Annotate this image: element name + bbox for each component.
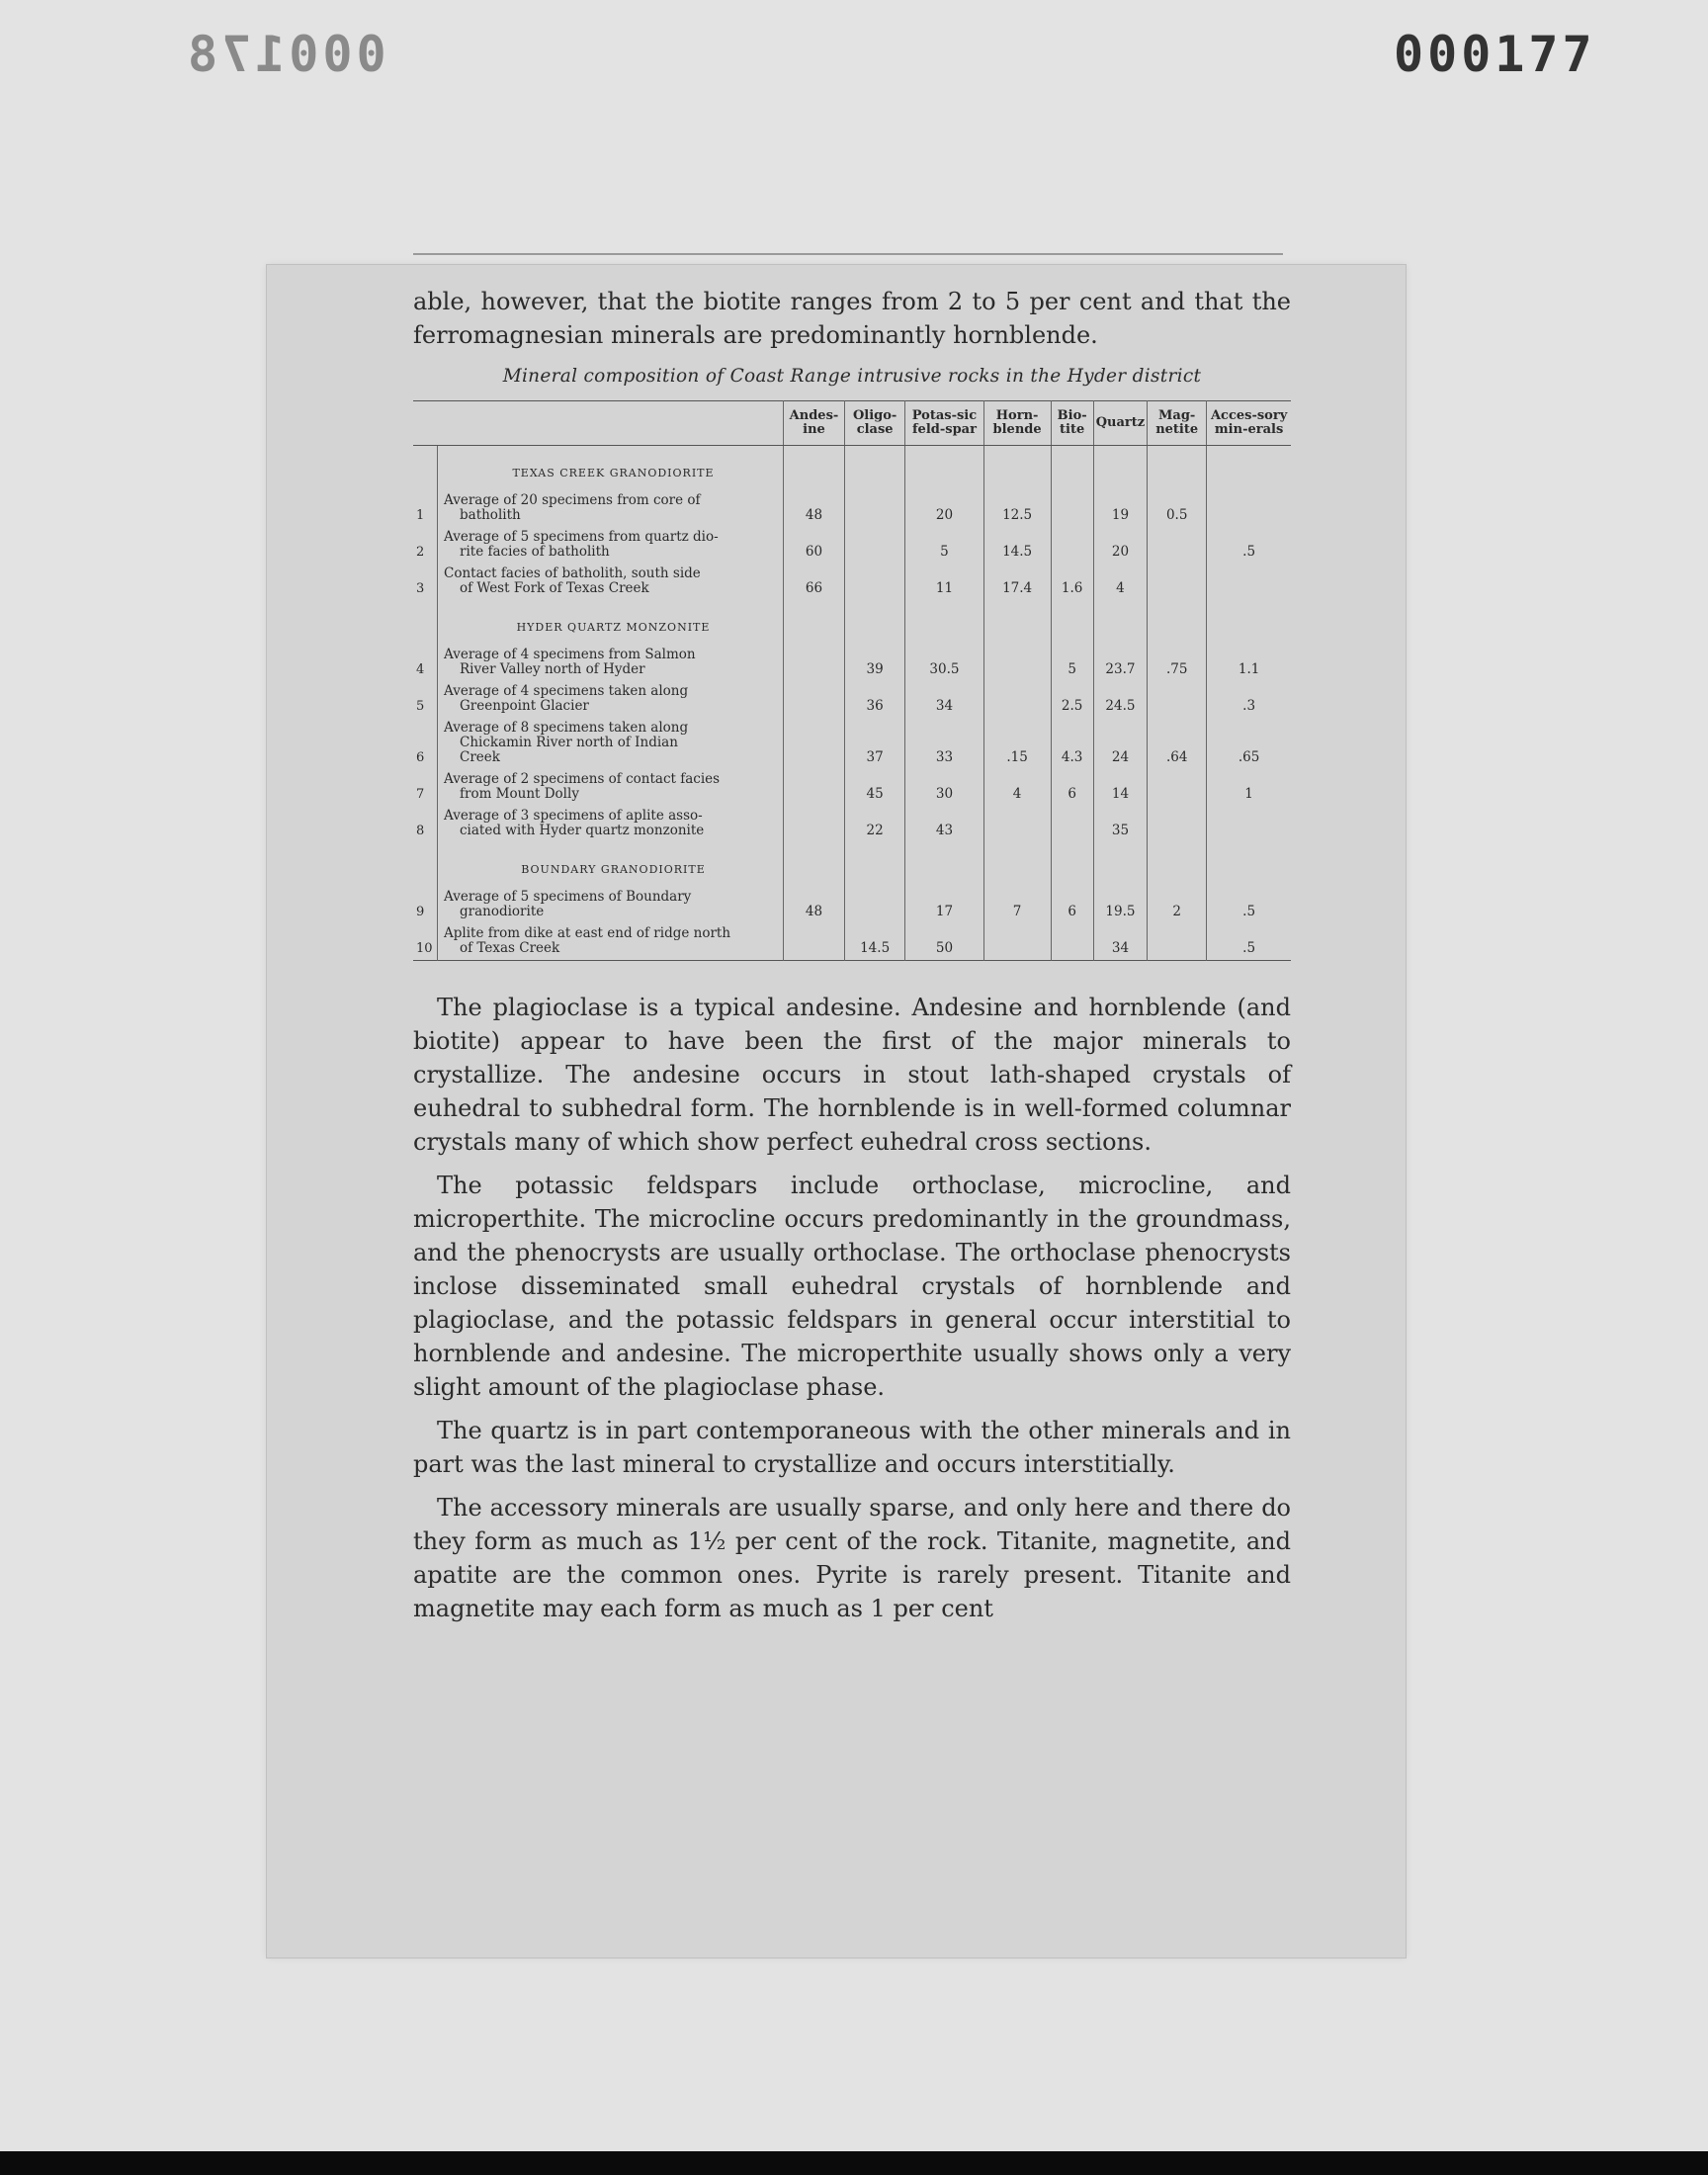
row-value-cell: 14.5 — [844, 923, 904, 961]
paragraph-plagioclase: The plagioclase is a typical andesine. Andesine and hornblende (and biotite) appear to have been the first of the major minerals to crystallize. The andesine occurs in stout lath-shaped crystals of euhedral to subhedral form. The hornblende is in well-formed columnar crystals many of which show perfect euhedral cross sections. — [413, 994, 1291, 1156]
row-number: 4 — [416, 662, 425, 677]
row-value-cell — [1051, 923, 1093, 961]
row-value-cell — [844, 527, 904, 564]
row-value-cell: 20 — [1093, 527, 1147, 564]
group-blank-cell — [1093, 842, 1147, 887]
row-value-cell: 43 — [905, 806, 983, 842]
header-accessory-minerals: Acces-sory min-erals — [1207, 401, 1291, 446]
page-content — [413, 285, 1291, 1629]
row-description-line: Average of 2 specimens of contact facies — [444, 771, 721, 787]
row-value-cell: 11 — [905, 564, 983, 600]
header-desc-blank — [438, 401, 784, 446]
row-value-cell: 14 — [1093, 769, 1147, 806]
mirrored-page-number-stamp: 000178 — [184, 26, 386, 83]
row-value-cell: 19.5 — [1093, 887, 1147, 923]
header-num-blank — [413, 401, 438, 446]
row-value-cell: 30.5 — [905, 645, 983, 681]
row-number: 8 — [416, 824, 425, 838]
row-description — [438, 490, 784, 527]
row-value-cell: 5 — [1051, 645, 1093, 681]
row-description-line: Average of 3 specimens of aplite asso- — [444, 808, 703, 824]
row-value-cell: 30 — [905, 769, 983, 806]
row-value-cell: 6 — [1051, 887, 1093, 923]
row-value-cell: .3 — [1207, 681, 1291, 718]
row-value-cell — [983, 923, 1051, 961]
row-value-cell — [1148, 923, 1207, 961]
group-header-row — [413, 842, 1291, 887]
row-description — [438, 806, 784, 842]
group-blank-cell — [983, 600, 1051, 645]
group-blank-cell — [983, 446, 1051, 491]
group-blank-cell — [784, 600, 845, 645]
row-description — [438, 681, 784, 718]
row-value-cell: 5 — [905, 527, 983, 564]
table-row — [413, 645, 1291, 681]
intro-paragraph: able, however, that the biotite ranges from 2 to 5 per cent and that the ferromagnesian minerals are predominantly hornblende. — [413, 288, 1291, 349]
header-oligoclase: Oligo-clase — [844, 401, 904, 446]
row-value-cell: 23.7 — [1093, 645, 1147, 681]
row-value-cell: 39 — [844, 645, 904, 681]
row-value-cell: 1 — [1207, 769, 1291, 806]
group-blank-cell — [844, 842, 904, 887]
table-row — [413, 490, 1291, 527]
table-row — [413, 923, 1291, 961]
row-value-cell: .5 — [1207, 923, 1291, 961]
group-blank-cell — [1051, 446, 1093, 491]
row-value-cell — [784, 923, 845, 961]
row-value-cell: 48 — [784, 490, 845, 527]
group-label: TEXAS CREEK GRANODIORITE — [512, 467, 715, 479]
row-description — [438, 923, 784, 961]
row-number: 3 — [416, 581, 425, 596]
header-biotite: Bio-tite — [1051, 401, 1093, 446]
row-value-cell: .15 — [983, 718, 1051, 769]
header-hornblende: Horn-blende — [983, 401, 1051, 446]
row-value-cell — [1207, 490, 1291, 527]
row-description-line: Chickamin River north of Indian — [460, 735, 678, 750]
group-blank-cell — [784, 446, 845, 491]
row-value-cell: 34 — [1093, 923, 1147, 961]
row-value-cell — [1051, 806, 1093, 842]
row-value-cell — [1051, 490, 1093, 527]
row-value-cell — [784, 718, 845, 769]
table-row — [413, 718, 1291, 769]
row-value-cell: 6 — [1051, 769, 1093, 806]
group-blank-cell — [1207, 842, 1291, 887]
row-value-cell: 66 — [784, 564, 845, 600]
row-value-cell: 1.6 — [1051, 564, 1093, 600]
row-number: 10 — [416, 941, 433, 956]
group-label: HYDER QUARTZ MONZONITE — [516, 621, 711, 634]
row-value-cell — [844, 490, 904, 527]
row-value-cell — [784, 806, 845, 842]
row-value-cell: 24.5 — [1093, 681, 1147, 718]
row-value-cell: 17 — [905, 887, 983, 923]
row-value-cell — [983, 645, 1051, 681]
row-description-line: Aplite from dike at east end of ridge north — [444, 925, 731, 941]
row-value-cell: .65 — [1207, 718, 1291, 769]
row-value-cell — [844, 564, 904, 600]
row-description-line: Average of 4 specimens from Salmon — [444, 647, 696, 662]
row-value-cell: 33 — [905, 718, 983, 769]
table-row — [413, 769, 1291, 806]
group-blank-cell — [1148, 842, 1207, 887]
group-label: BOUNDARY GRANODIORITE — [521, 863, 706, 876]
row-description-line: Greenpoint Glacier — [460, 698, 589, 714]
row-value-cell: .5 — [1207, 527, 1291, 564]
row-value-cell — [983, 806, 1051, 842]
row-value-cell: 22 — [844, 806, 904, 842]
row-value-cell: 45 — [844, 769, 904, 806]
row-value-cell: 36 — [844, 681, 904, 718]
group-blank-cell — [1148, 446, 1207, 491]
row-value-cell: 4 — [983, 769, 1051, 806]
row-description-line: of Texas Creek — [460, 940, 560, 956]
row-number: 6 — [416, 750, 425, 765]
row-value-cell: 37 — [844, 718, 904, 769]
row-value-cell — [1207, 806, 1291, 842]
row-value-cell — [1148, 681, 1207, 718]
group-blank-cell — [844, 600, 904, 645]
row-value-cell — [1148, 806, 1207, 842]
row-number: 5 — [416, 699, 425, 714]
row-description — [438, 527, 784, 564]
group-blank-cell — [905, 446, 983, 491]
row-description — [438, 645, 784, 681]
mineral-composition-table — [413, 400, 1291, 961]
row-description — [438, 564, 784, 600]
table-body — [413, 446, 1291, 961]
group-blank-cell — [1148, 600, 1207, 645]
table-header-row — [413, 401, 1291, 446]
group-header-row — [413, 446, 1291, 491]
row-description-line: batholith — [460, 507, 521, 523]
row-value-cell — [983, 681, 1051, 718]
row-value-cell: 2 — [1148, 887, 1207, 923]
group-blank-cell — [905, 600, 983, 645]
row-description-line: Average of 4 specimens taken along — [444, 683, 689, 699]
header-andesine: Andes-ine — [784, 401, 845, 446]
row-value-cell: 20 — [905, 490, 983, 527]
row-description-line: rite facies of batholith — [460, 544, 610, 560]
row-value-cell — [784, 681, 845, 718]
row-value-cell: 17.4 — [983, 564, 1051, 600]
scanner-bottom-edge — [0, 2151, 1708, 2175]
group-num-blank — [413, 600, 438, 645]
row-description-line: Average of 20 specimens from core of — [444, 492, 701, 508]
row-value-cell: 60 — [784, 527, 845, 564]
page-number-stamp: 000177 — [1394, 26, 1596, 83]
row-value-cell: 7 — [983, 887, 1051, 923]
row-description — [438, 718, 784, 769]
row-number: 9 — [416, 905, 425, 919]
row-value-cell: 48 — [784, 887, 845, 923]
row-value-cell — [1148, 769, 1207, 806]
group-blank-cell — [1051, 842, 1093, 887]
row-description-line: from Mount Dolly — [460, 786, 579, 802]
row-value-cell — [784, 645, 845, 681]
row-description-line: Contact facies of batholith, south side — [444, 566, 701, 581]
header-potassic-feldspar: Potas-sic feld-spar — [905, 401, 983, 446]
row-value-cell: 0.5 — [1148, 490, 1207, 527]
row-description-line: Average of 5 specimens of Boundary — [444, 889, 692, 905]
group-blank-cell — [1093, 600, 1147, 645]
header-quartz: Quartz — [1093, 401, 1147, 446]
group-blank-cell — [1207, 600, 1291, 645]
row-value-cell — [844, 887, 904, 923]
row-value-cell: 19 — [1093, 490, 1147, 527]
row-description-line: of West Fork of Texas Creek — [460, 580, 649, 596]
row-description-line: Creek — [460, 749, 500, 765]
group-blank-cell — [1207, 446, 1291, 491]
paragraph-potassic-feldspars: The potassic feldspars include orthoclase, microcline, and microperthite. The microcline occurs predominantly in the groundmass, and the phenocrysts are usually orthoclase. The orthoclase phenocrysts inclose disseminated small euhedral crystals of hornblende and plagioclase, and the potassic feldspars in general occur interstitial to hornblende and andesine. The microperthite usually shows only a very slight amount of the plagioclase phase. — [413, 1172, 1291, 1401]
table-row — [413, 887, 1291, 923]
row-value-cell: 4 — [1093, 564, 1147, 600]
body-text — [413, 991, 1291, 1625]
table-row — [413, 564, 1291, 600]
row-value-cell: 50 — [905, 923, 983, 961]
row-description-line: ciated with Hyder quartz monzonite — [460, 823, 705, 838]
row-description-line: granodiorite — [460, 904, 545, 919]
group-blank-cell — [983, 842, 1051, 887]
group-num-blank — [413, 842, 438, 887]
row-description-line: Average of 5 specimens from quartz dio- — [444, 529, 719, 545]
paragraph-quartz: The quartz is in part contemporaneous with the other minerals and in part was the last mineral to crystallize and occurs interstitially. — [413, 1417, 1291, 1478]
scanned-page — [267, 265, 1406, 1958]
row-description-line: River Valley north of Hyder — [460, 661, 645, 677]
group-blank-cell — [1051, 600, 1093, 645]
table-row — [413, 527, 1291, 564]
row-value-cell: 34 — [905, 681, 983, 718]
row-value-cell — [1148, 527, 1207, 564]
paragraph-accessory-minerals: The accessory minerals are usually sparse, and only here and there do they form as much as 1½ per cent of the rock. Titanite, magnetite, and apatite are the common ones. Pyrite is rarely present. Titanite and magnetite may each form as much as 1 per cent — [413, 1494, 1291, 1622]
row-number: 2 — [416, 545, 425, 560]
table-row — [413, 681, 1291, 718]
row-value-cell: 24 — [1093, 718, 1147, 769]
group-label-cell — [438, 446, 784, 491]
row-value-cell — [1207, 564, 1291, 600]
row-value-cell: .5 — [1207, 887, 1291, 923]
row-description-line: Average of 8 specimens taken along — [444, 720, 689, 736]
row-description — [438, 887, 784, 923]
group-blank-cell — [1093, 446, 1147, 491]
row-number: 1 — [416, 508, 425, 523]
row-value-cell: 12.5 — [983, 490, 1051, 527]
group-blank-cell — [844, 446, 904, 491]
row-value-cell: .64 — [1148, 718, 1207, 769]
group-num-blank — [413, 446, 438, 491]
table-row — [413, 806, 1291, 842]
group-blank-cell — [784, 842, 845, 887]
row-value-cell: 4.3 — [1051, 718, 1093, 769]
header-rule — [413, 253, 1283, 255]
row-value-cell — [784, 769, 845, 806]
row-value-cell: 35 — [1093, 806, 1147, 842]
row-value-cell — [1148, 564, 1207, 600]
header-magnetite: Mag-netite — [1148, 401, 1207, 446]
row-value-cell: 14.5 — [983, 527, 1051, 564]
row-value-cell: 1.1 — [1207, 645, 1291, 681]
row-value-cell: 2.5 — [1051, 681, 1093, 718]
row-value-cell: .75 — [1148, 645, 1207, 681]
row-value-cell — [1051, 527, 1093, 564]
group-label-cell — [438, 842, 784, 887]
group-header-row — [413, 600, 1291, 645]
group-label-cell — [438, 600, 784, 645]
row-description — [438, 769, 784, 806]
group-blank-cell — [905, 842, 983, 887]
row-number: 7 — [416, 787, 425, 802]
table-title: Mineral composition of Coast Range intrusive rocks in the Hyder district — [502, 366, 1202, 387]
